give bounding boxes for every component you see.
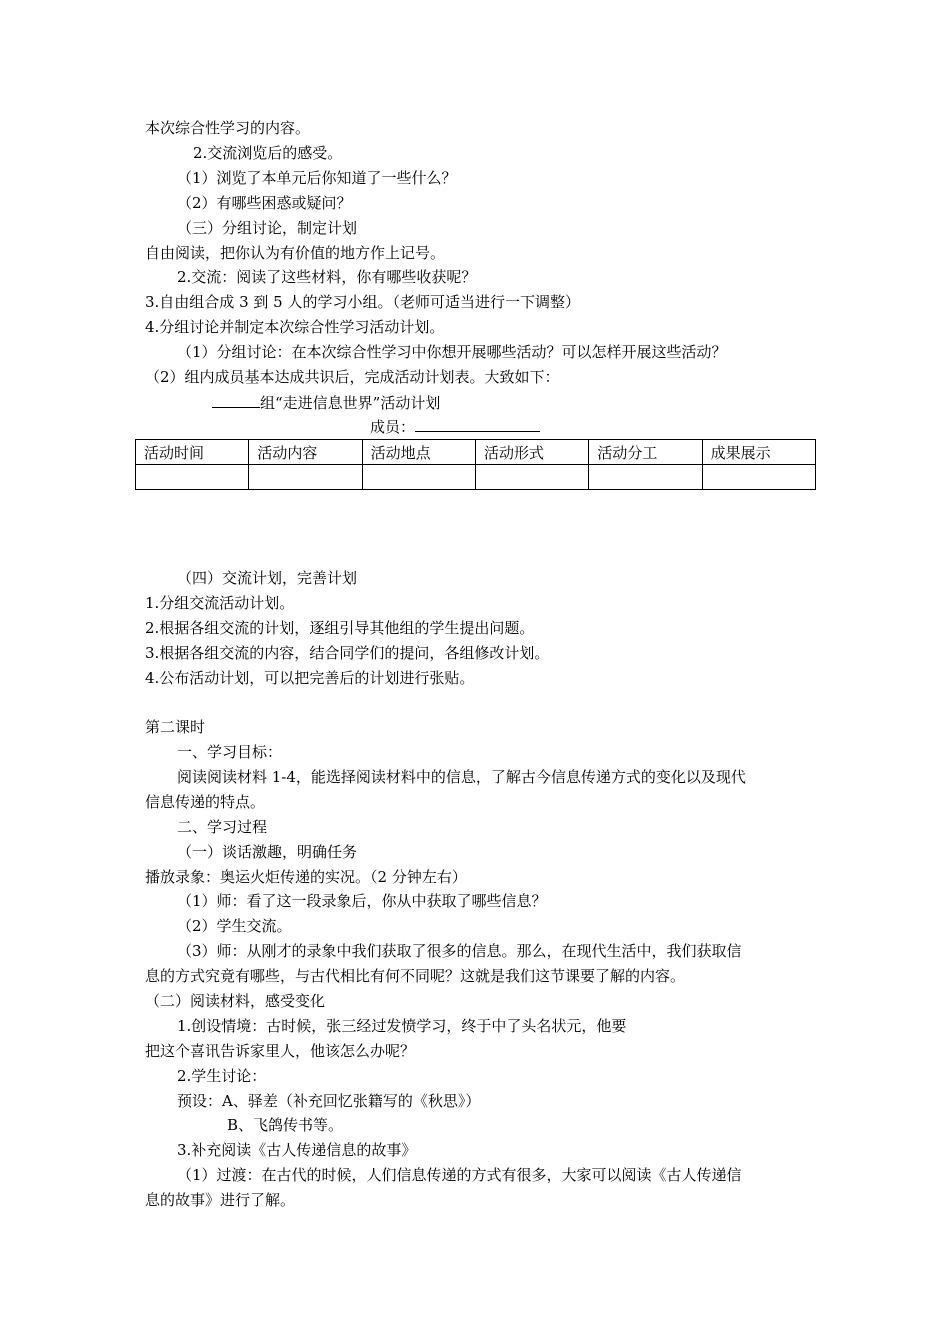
table-header-cell: 活动分工 bbox=[589, 440, 702, 465]
section-heading: （四）交流计划，完善计划 bbox=[177, 569, 358, 587]
text-line: 2.根据各组交流的计划，逐组引导其他组的学生提出问题。 bbox=[145, 619, 535, 637]
text-line: 2.交流浏览后的感受。 bbox=[193, 144, 343, 162]
text-line: （2）组内成员基本达成共识后，完成活动计划表。大致如下： bbox=[145, 368, 560, 386]
section-heading: （一）谈话激趣，明确任务 bbox=[177, 843, 358, 861]
text-line: B、飞鸽传书等。 bbox=[227, 1116, 344, 1134]
members-line: 成员： bbox=[370, 417, 540, 437]
text-line: （1）过渡：在古代的时候，人们信息传递的方式有很多，大家可以阅读《古人传递信 bbox=[177, 1166, 742, 1184]
text-line: 预设：A、驿差（补充回忆张籍写的《秋思》） bbox=[177, 1092, 481, 1110]
text-line: 把这个喜讯告诉家里人，他该怎么办呢？ bbox=[145, 1042, 416, 1060]
text-line: 3.补充阅读《古人传递信息的故事》 bbox=[177, 1141, 417, 1159]
text-line: 本次综合性学习的内容。 bbox=[145, 119, 311, 137]
plan-title: 组“走进信息世界”活动计划 bbox=[212, 393, 440, 413]
table-row bbox=[136, 465, 816, 490]
table-cell bbox=[702, 465, 815, 490]
text-line: 4.分组讨论并制定本次综合性学习活动计划。 bbox=[145, 318, 445, 336]
text-line: （2）有哪些困惑或疑问？ bbox=[177, 194, 352, 212]
table-header-cell: 活动时间 bbox=[136, 440, 249, 465]
table-header-row bbox=[136, 440, 816, 465]
text-line: 1.分组交流活动计划。 bbox=[145, 594, 295, 612]
table-cell bbox=[136, 465, 249, 490]
text-line: 阅读阅读材料 1-4，能选择阅读材料中的信息，了解古今信息传递方式的变化以及现代 bbox=[177, 768, 746, 786]
lesson-heading: 第二课时 bbox=[145, 718, 206, 736]
text-line: 息的方式究竟有哪些，与古代相比有何不同呢？这就是我们这节课要了解的内容。 bbox=[145, 967, 686, 985]
members-blank bbox=[415, 417, 540, 432]
text-line: 信息传递的特点。 bbox=[145, 793, 266, 811]
text-line: 3.根据各组交流的内容，结合同学们的提问，各组修改计划。 bbox=[145, 644, 550, 662]
table-header-cell: 活动地点 bbox=[362, 440, 475, 465]
activity-plan-table bbox=[135, 439, 816, 490]
text-line: （1）分组讨论：在本次综合性学习中你想开展哪些活动？可以怎样开展这些活动？ bbox=[177, 343, 727, 361]
text-line: （3）师：从刚才的录象中我们获取了很多的信息。那么，在现代生活中，我们获取信 bbox=[177, 942, 742, 960]
section-heading: （二）阅读材料，感受变化 bbox=[145, 992, 326, 1010]
section-heading: 一、学习目标： bbox=[177, 743, 283, 761]
text-line: （1）浏览了本单元后你知道了一些什么？ bbox=[177, 169, 457, 187]
text-line: （1）师：看了这一段录象后，你从中获取了哪些信息？ bbox=[177, 892, 547, 910]
table-cell bbox=[362, 465, 475, 490]
text-line: 4.公布活动计划，可以把完善后的计划进行张贴。 bbox=[145, 669, 475, 687]
section-heading: （三）分组讨论，制定计划 bbox=[177, 219, 358, 237]
text-line: 2.学生讨论： bbox=[177, 1067, 267, 1085]
section-heading: 二、学习过程 bbox=[177, 818, 268, 836]
table-cell bbox=[589, 465, 702, 490]
group-name-blank bbox=[212, 393, 260, 408]
text-line: 播放录象：奥运火炬传递的实况。（2 分钟左右） bbox=[145, 868, 467, 886]
table-cell bbox=[249, 465, 362, 490]
text-line: 3.自由组合成 3 到 5 人的学习小组。（老师可适当进行一下调整） bbox=[145, 293, 580, 311]
text-line: 1.创设情境：古时候，张三经过发愤学习，终于中了头名状元，他要 bbox=[177, 1017, 627, 1035]
text-line: 2.交流：阅读了这些材料，你有哪些收获呢？ bbox=[177, 268, 477, 286]
text-line: （2）学生交流。 bbox=[177, 917, 292, 935]
table-header-cell: 活动内容 bbox=[249, 440, 362, 465]
text-line: 自由阅读，把你认为有价值的地方作上记号。 bbox=[145, 244, 446, 262]
text-line: 息的故事》进行了解。 bbox=[145, 1191, 296, 1209]
table-cell bbox=[475, 465, 588, 490]
table-header-cell: 成果展示 bbox=[702, 440, 815, 465]
table-header-cell: 活动形式 bbox=[475, 440, 588, 465]
